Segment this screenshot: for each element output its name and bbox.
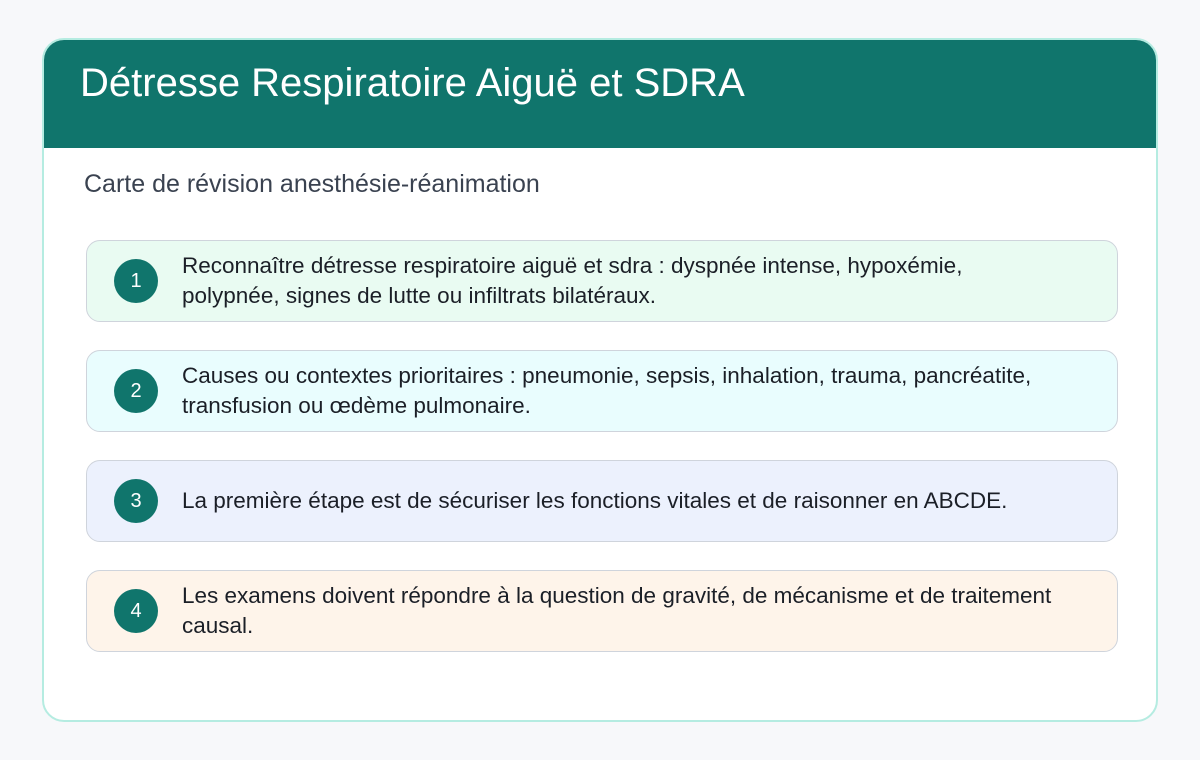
item-list <box>86 240 1118 680</box>
item-number-badge: 4 <box>114 589 158 633</box>
card-header <box>44 40 1156 148</box>
item-text: Les examens doivent répondre à la question de gravité, de mécanisme et de traitement causal. <box>182 583 1052 638</box>
item-text: La première étape est de sécuriser les fonctions vitales et de raisonner en ABCDE. <box>182 488 1008 513</box>
revision-card <box>42 38 1158 722</box>
list-item <box>86 570 1118 652</box>
item-number-badge: 3 <box>114 479 158 523</box>
item-number-badge: 1 <box>114 259 158 303</box>
item-number-badge: 2 <box>114 369 158 413</box>
list-item <box>86 350 1118 432</box>
list-item <box>86 460 1118 542</box>
list-item <box>86 240 1118 322</box>
card-title: Détresse Respiratoire Aiguë et SDRA <box>80 61 745 105</box>
item-text: Causes ou contextes prioritaires : pneumonie, sepsis, inhalation, trauma, pancréatite, transfusion ou œdème pulmonaire. <box>182 363 1032 418</box>
card-subtitle: Carte de révision anesthésie-réanimation <box>84 170 540 198</box>
item-text: Reconnaître détresse respiratoire aiguë et sdra : dyspnée intense, hypoxémie, polypnée, signes de lutte ou infiltrats bilatéraux. <box>182 253 963 308</box>
